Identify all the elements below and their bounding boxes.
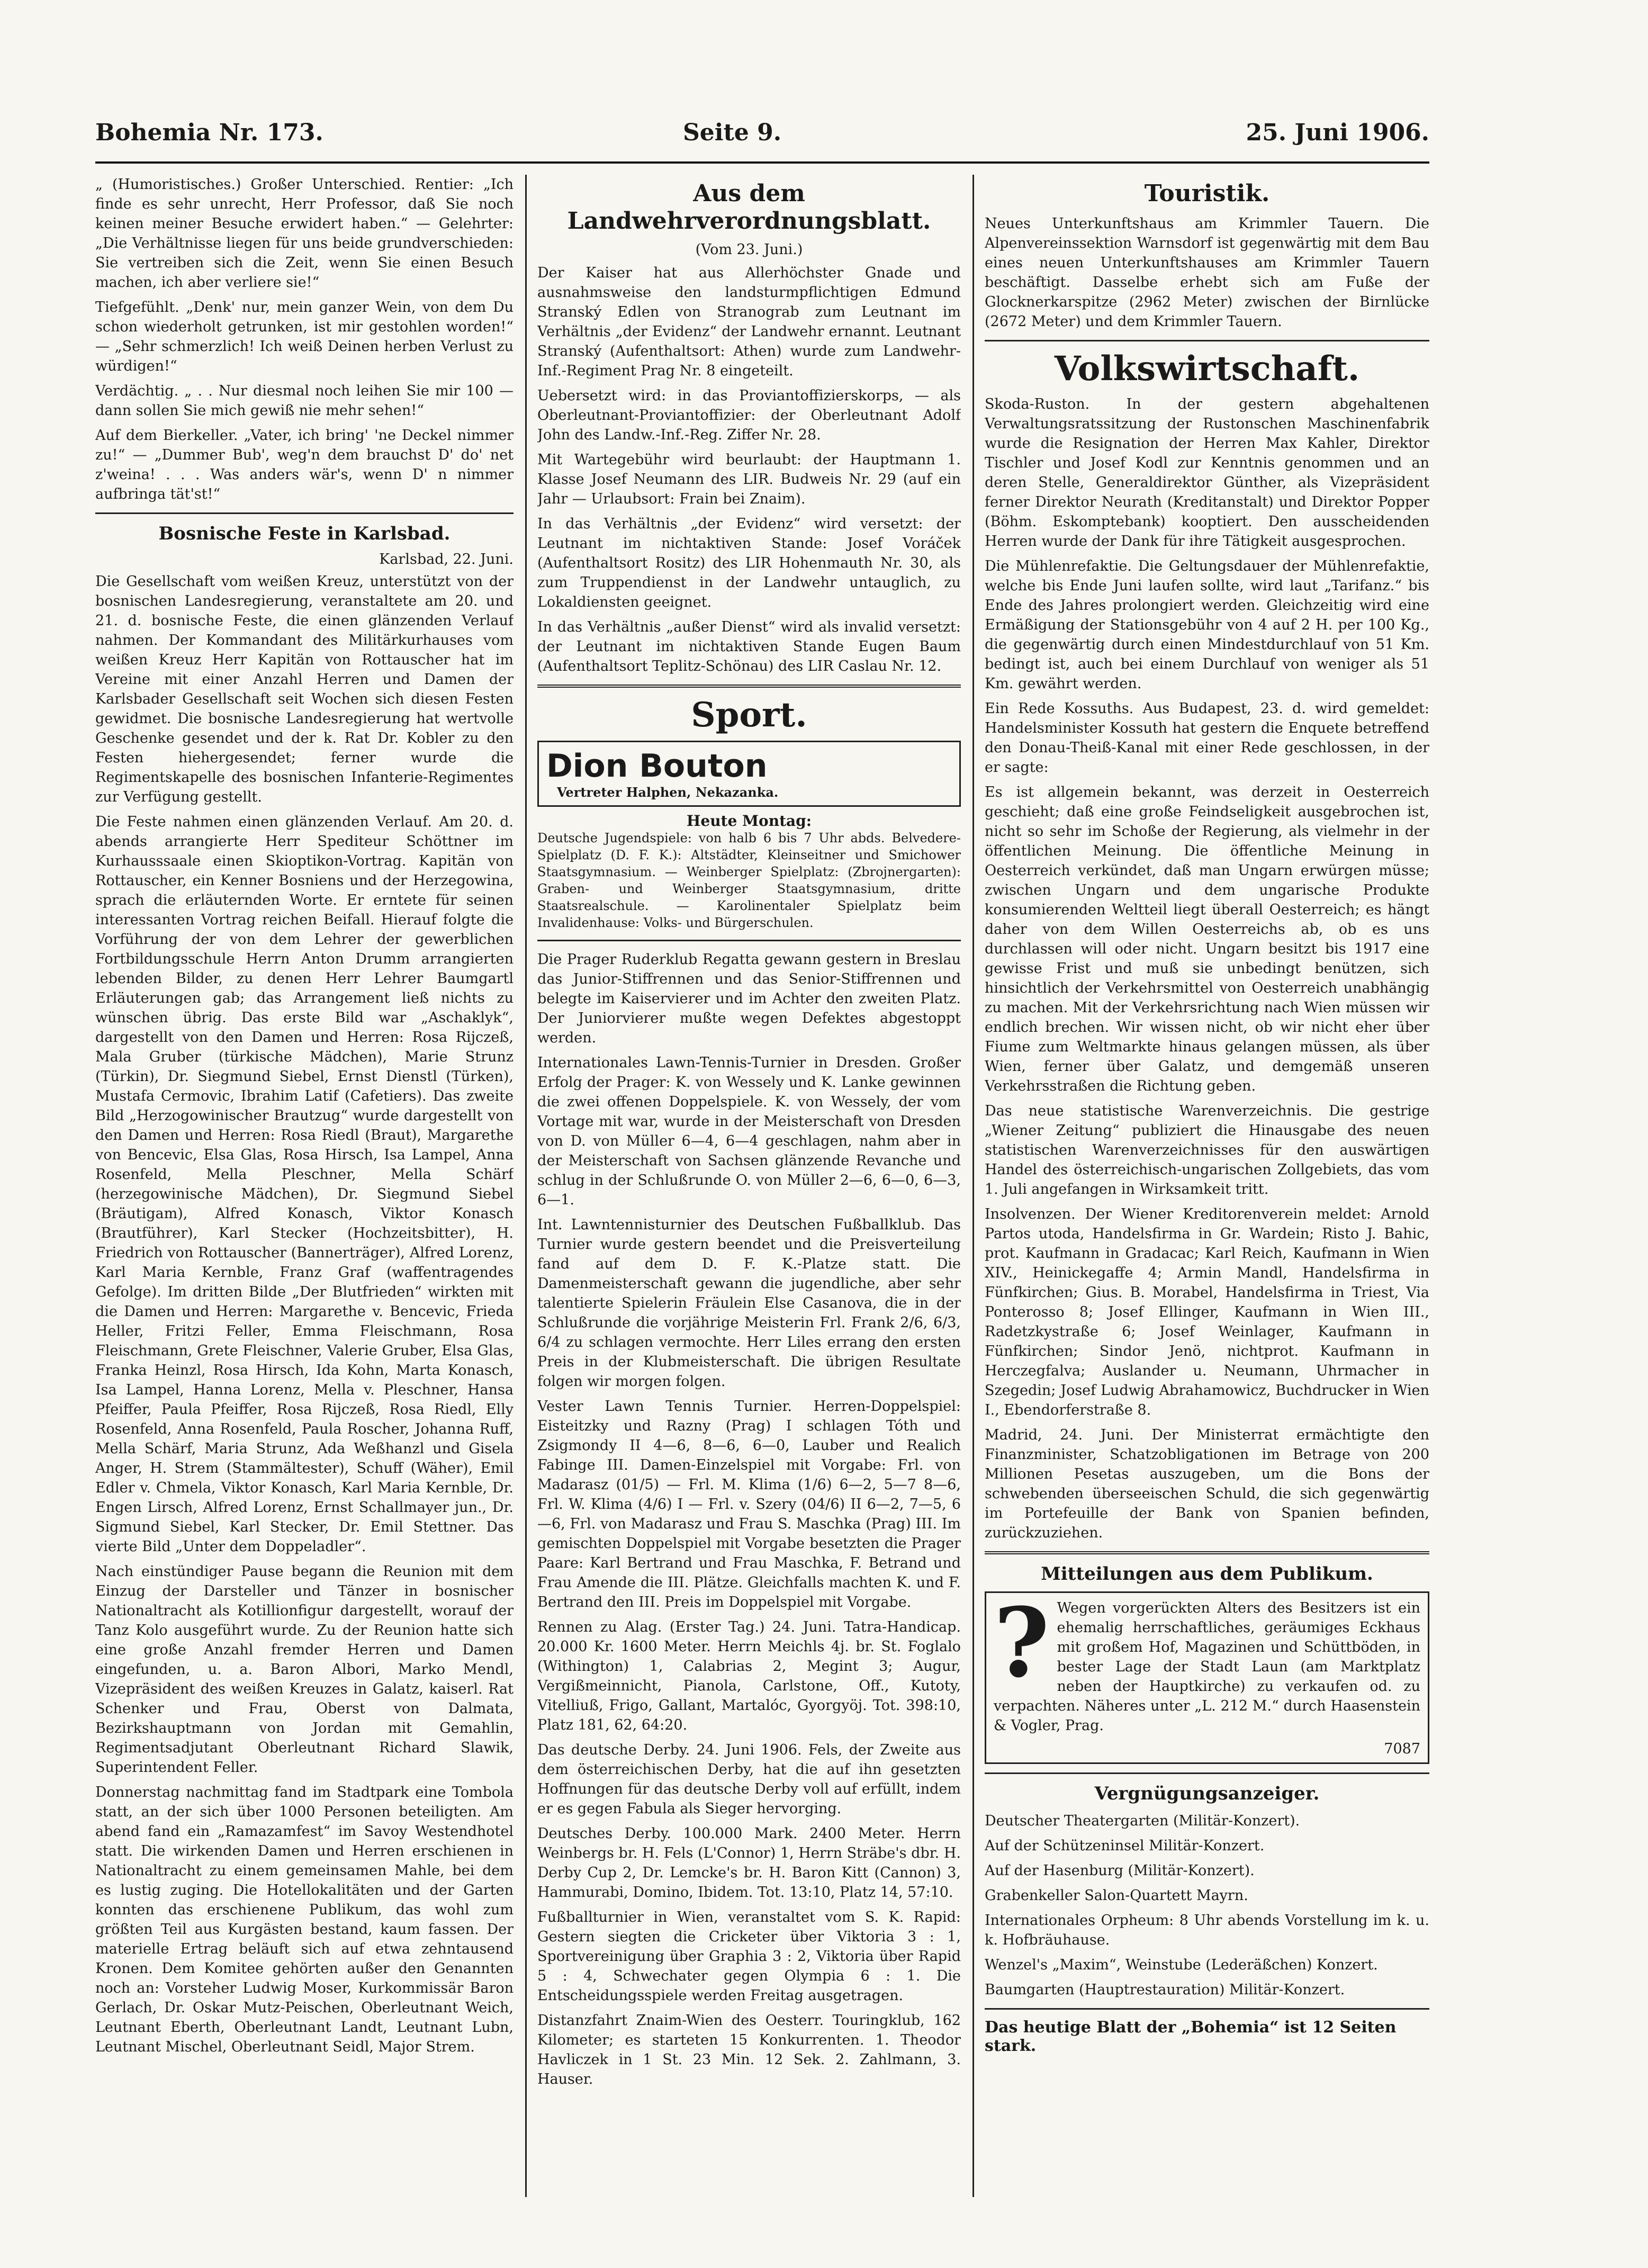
article-paragraph: Ein Rede Kossuths. Aus Budapest, 23. d. wird gemeldet: Handelsminister Kossuth hat gestern die Enquete betreffend den Donau-Theiß-Kanal mit einer Rede geschlossen, in der er sagte: (985, 700, 1429, 776)
sport-paragraph: Vester Lawn Tennis Turnier. Herren-Doppelspiel: Eisteitzky und Razny (Prag) I schlagen Tóth und Zsigmondy II 4—6, 8—6, 6—0, Lauber und Realich Fabinge III. Damen-Einzelspiel mit Vorgabe: Frl. von Madarasz (01/5) — Frl. M. Klima (1/6) 6—2, 5—7 8—6, Frl. W. Klima (4/6) I — Frl. v. Szery (04/6) II 6—2, 7—5, 6—6, Frl. von Madarasz und Frau S. Maschka (Prag) III. Im gemischten Doppelspiel mit Vorgabe besetzten die Prager Paare: Karl Bertrand und Frau Maschka, F. Betrand und Frau Amende die III. Plätze. Gleichfalls machten K. und F. Bertrand den III. Preis im Doppelspiel mit Vorgabe. (537, 1398, 961, 1610)
question-mark-icon: ? (994, 1587, 1050, 1699)
article-paragraph: Das neue statistische Warenverzeichnis. Die gestrige „Wiener Zeitung“ publiziert die Hinausgabe des neuen statistischen Warenverzeichnisses für den auswärtigen Handel des österreichisch-ungarischen Zollgebiets, das vom 1. Juli angefangen in Wirksamkeit tritt. (985, 1103, 1429, 1198)
column-divider (525, 175, 527, 2197)
schedule-text: Deutsche Jugendspiele: von halb 6 bis 7 Uhr abds. Belvedere-Spielplatz (D. F. K.): Altstädter, Kleinseitner und Smichower Staatsgymnasium. — Weinberger Spielplatz: (Zbrojnergarten): Graben- und Weinberger Staatsgymnasium, dritte Staatsrealschule. — Karolinentaler Spielplatz beim Invalidenhause: Volks- und Bürgerschulen. (537, 831, 961, 930)
section-title: Volkswirtschaft. (1054, 349, 1360, 389)
article-paragraph: Madrid, 24. Juni. Der Ministerrat ermächtigte den Finanzminister, Schatzobligationen im Betrage von 200 Millionen Pesetas auszugeben, um die Bons der schwebenden überseeischen Schuld, die sich gegenwärtig im Portefeuille der Bank von Spanien befinden, zurückzuziehen. (985, 1427, 1429, 1541)
humor-item: „ (Humoristisches.) Großer Unterschied. Rentier: „Ich finde es sehr unrecht, Herr Professor, daß Sie noch keinen meiner Besuche erwidert haben.“ — Gelehrter: „Die Verhältnisse liegen für uns beide grundverschieden: Sie vertreiben sich die Zeit, wenn Sie einen Besuch machen, ich aber verliere sie!“ (95, 176, 514, 291)
section-rule (985, 2008, 1429, 2010)
column-divider (972, 175, 974, 2197)
page-count-note: Das heutige Blatt der „Bohemia“ ist 12 Seiten stark. (985, 2018, 1397, 2055)
section-title: Touristik. (1144, 180, 1270, 207)
article-paragraph: Es ist allgemein bekannt, was derzeit in Oesterreich geschieht; daß eine große Feindseligkeit ausgebrochen ist, nicht so sehr im Schoße der Regierung, als vielmehr in der öffentlichen Meinung. Die öffentliche Meinung in Oesterreich verkündet, daß man Ungarn erwürgen müsse; zwischen Ungarn und dem ungarische Produkte konsumierenden Weltteil liegt überall Oesterreich; es hängt daher von dem Willen Oesterreichs ab, ob es uns durchlassen will oder nicht. Ungarn besitzt bis 1917 eine gewisse Frist und muß sie unbedingt benützen, sich hinsichtlich der Verkehrsmittel von Oesterreich unabhängig zu machen. Mit der Verkehrsrichtung nach Wien müssen wir endlich brechen. Wir wissen nicht, ob wir nicht eher über Fiume zum Weltmarkte hinaus gelangen müssen, als über Wien, ferner über Galatz, und demgemäß unseren Verkehrsstraßen die Richtung geben. (985, 784, 1429, 1094)
list-item: Auf der Hasenburg (Militär-Konzert). (985, 1862, 1255, 1879)
section-rule (537, 685, 961, 688)
ad-title: Dion Bouton (546, 748, 768, 785)
article-paragraph: In das Verhältnis „außer Dienst“ wird als invalid versetzt: der Leutnant im nichtaktiven Stande Eugen Baum (Aufenthaltsort Teplitz-Schönau) des LIR Caslau Nr. 12. (537, 619, 961, 674)
ad-number: 7087 (1384, 1741, 1420, 1757)
section-rule (985, 340, 1429, 341)
classified-ad (985, 1587, 1429, 1764)
list-item: Grabenkeller Salon-Quartett Mayrn. (985, 1887, 1248, 1904)
list-item: Auf der Schützeninsel Militär-Konzert. (985, 1838, 1265, 1854)
list-item: Baumgarten (Hauptrestauration) Militär-Konzert. (985, 1982, 1345, 1998)
article-paragraph: Die Gesellschaft vom weißen Kreuz, unterstützt von der bosnischen Landesregierung, veranstaltete am 20. und 21. d. bosnische Feste, die einen glänzenden Verlauf nahmen. Der Kommandant des Militärkurhauses vom weißen Kreuz Herr Kapitän von Rottauscher hat im Vereine mit einer Anzahl Herren und Damen der Karlsbader Gesellschaft seit Wochen sich diesen Festen gewidmet. Die bosnische Landesregierung hat wertvolle Geschenke gesendet und der k. Rat Dr. Kobler zu den Festen hiehergesendet; ferner wurde die Regimentskapelle des bosnischen Infanterie-Regimentes zur Verfügung gestellt. (95, 573, 514, 805)
section-title: Vergnügungsanzeiger. (1094, 1783, 1320, 1804)
humor-item: Tiefgefühlt. „Denk' nur, mein ganzer Wein, von dem Du schon wiederholt getrunken, ist mir gestohlen worden!“ — „Sehr schmerzlich! Ich weiß Deinen herben Verlust zu würdigen!“ (95, 299, 514, 374)
newspaper-page (95, 95, 1429, 2197)
column-left (95, 175, 514, 2197)
sport-paragraph: Deutsches Derby. 100.000 Mark. 2400 Meter. Herrn Weinbergs br. H. Fels (L'Connor) 1, Herrn Sträbe's dbr. H. Derby Cup 2, Dr. Lemcke's br. H. Baron Kitt (Cannon) 3, Hammurabi, Domino, Ibidem. Tot. 13:10, Platz 14, 57:10. (537, 1825, 961, 1901)
article-paragraph: Donnerstag nachmittag fand im Stadtpark eine Tombola statt, an der sich über 1000 Personen beteiligten. Am abend fand ein „Ramazamfest“ im Savoy Westendhotel statt. Die wirkenden Damen und Herren erschienen in Nationaltracht zu einem gemeinsamen Mahle, bei dem es lustig zuging. Die Hotellokalitäten und der Garten konnten das erschienene Publikum, das wohl zum größten Teil aus Kurgästen bestand, kaum fassen. Der materielle Ertrag beläuft sich auf etwa zehntausend Kronen. Dem Komitee gehörten außer den Genannten noch an: Vorsteher Ludwig Moser, Kurkommissär Baron Gerlach, Dr. Oskar Mutz-Peischen, Oberleutnant Weich, Leutnant Eberth, Oberleutnant Landt, Leutnant Lubn, Leutnant Mischel, Oberleutnant Seidl, Major Strem. (95, 1784, 514, 2055)
page-number: Seite 9. (683, 119, 782, 146)
article-paragraph: Die Feste nahmen einen glänzenden Verlauf. Am 20. d. abends arrangierte Herr Spediteur Schöttner im Kurhausssaale einen Skioptikon-Vortrag. Kapitän von Rottauscher, ein Kenner Bosniens und der Herzegowina, sprach die erläuternden Worte. Er erntete für seinen interessanten Vortrag reichen Beifall. Hierauf folgte die Vorführung der von dem Lehrer der gewerblichen Fortbildungsschule Herrn Anton Drumm arrangierten lebenden Bilder, zu denen Herr Lehrer Baumgartl Erläuterungen gab; das Arrangement ließ nichts zu wünschen übrig. Das erste Bild war „Aschaklyk“, dargestellt von den Damen und Herren: Rosa Rijczeß, Mala Gruber (türkische Mädchen), Marie Strunz (Türkin), Dr. Siegmund Siebel, Ernst Dienstl (Türken), Mustafa Cermovic, Ibrahim Latif (Cafetiers). Das zweite Bild „Herzogowinischer Brautzug“ wurde dargestellt von den Damen und Herren: Rosa Riedl (Braut), Margarethe von Bencevic, Elsa Glas, Rosa Hirsch, Isa Lampel, Anna Rosenfeld, Mella Pleschner, Mella Schärf (herzegowinische Mädchen), Dr. Siegmund Siebel (Bräutigam), Alfred Konasch, Viktor Konasch (Brautführer), Karl Stecker (Hochzeitsbitter), H. Friedrich von Rottauscher (Bannerträger), Alfred Lorenz, Karl Maria Kernble, Franz Graf (waffentragendes Gefolge). Im dritten Bilde „Der Blutfrieden“ wirkten mit die Damen und Herren: Margarethe v. Bencevic, Frieda Heller, Fritzi Feller, Emma Fleischmann, Rosa Fleischmann, Grete Fleischner, Valerie Gruber, Elsa Glas, Franka Heinzl, Rosa Hirsch, Ida Kohn, Marta Konasch, Isa Lampel, Hanna Lorenz, Mella v. Pleschner, Hansa Pfeiffer, Paula Pfeiffer, Rosa Rijczeß, Rosa Riedl, Elly Rosenfeld, Anna Rosenfeld, Paula Roscher, Johanna Ruff, Mella Schärf, Maria Strunz, Ada Weßhanzl und Gisela Anger, H. Strem (Stammältester), Schuff (Wäher), Emil Edler v. Chmela, Viktor Konasch, Karl Maria Kernble, Dr. Engen Lirsch, Alfred Lorenz, Ernst Schallmayer jun., Dr. Sigmund Siebel, Karl Stecker, Dr. Emil Stettner. Das vierte Bild „Unter dem Doppeladler“. (95, 814, 514, 1555)
page-header (95, 119, 1429, 161)
article-subtitle: (Vom 23. Juni.) (695, 241, 803, 258)
header-rule (95, 161, 1429, 164)
sport-paragraph: Das deutsche Derby. 24. Juni 1906. Fels, der Zweite aus dem österreichischen Derby, hat die auf ihn gesetzten Hoffnungen für das deutsche Derby voll auf erfüllt, indem er es gegen Fabula als Sieger hervorging. (537, 1742, 961, 1817)
list-item: Wenzel's „Maxim“, Weinstube (Lederäßchen) Konzert. (985, 1957, 1378, 1973)
sport-paragraph: Rennen zu Alag. (Erster Tag.) 24. Juni. Tatra-Handicap. 20.000 Kr. 1600 Meter. Herrn Meichls 4j. br. St. Foglalo (Withington) 1, Calabrias 2, Megint 3; Augur, Vergißmeinnicht, Pianola, Carlstone, Off., Kutoty, Vitelliuß, Frigo, Gallant, Martalóc, Gyorgyöj. Tot. 398:10, Platz 181, 62, 64:20. (537, 1619, 961, 1733)
sport-paragraph: Die Prager Ruderklub Regatta gewann gestern in Breslau das Junior-Stiffrennen und das Senior-Stiffrennen und belegte im Kaiservierer und im Achter den zweiten Platz. Der Juniorvierer mußte wegen Defektes abgestoppt werden. (537, 951, 961, 1046)
ad-note: Vertreter Halphen, Nekazanka. (557, 785, 779, 800)
article-paragraph: Uebersetzt wird: in das Proviantoffizierskorps, — als Oberleutnant-Proviantoffizier: der Oberleutnant Adolf John des Landw.-Inf.-Reg. Ziffer Nr. 28. (537, 388, 961, 443)
list-item: Deutscher Theatergarten (Militär-Konzert). (985, 1813, 1300, 1829)
sport-paragraph: Internationales Lawn-Tennis-Turnier in Dresden. Großer Erfolg der Prager: K. von Wessely und K. Lanke gewinnen die zwei offenen Doppelspiele. K. von Wessely, der vom Vortage mit war, wurde in der Meisterschaft von Dresden von D. von Müller 6—4, 6—4 geschlagen, nahm aber in der Meisterschaft von Sachsen glänzende Revanche und schlug in der Schlußrunde O. von Müller 2—6, 6—0, 6—3, 6—1. (537, 1055, 961, 1208)
issue-date: 25. Juni 1906. (1246, 119, 1429, 146)
article-title: Aus dem Landwehrverordnungsblatt. (567, 180, 931, 235)
section-rule (537, 940, 961, 941)
humor-item: Auf dem Bierkeller. „Vater, ich bring' 'ne Deckel nimmer zu!“ — „Dummer Bub', weg'n dem brauchst D' do' net z'weina! . . . Was anders wär's, wenn D' n nimmer aufbringa tät'st!“ (95, 427, 514, 502)
sport-paragraph: Int. Lawntennisturnier des Deutschen Fußballklub. Das Turnier wurde gestern beendet und die Preisverteilung fand auf dem D. F. K.-Platze statt. Die Damenmeisterschaft gewann die jugendliche, aber sehr talentierte Spielerin Fräulein Else Casanova, die in der Schlußrunde die vorjährige Meisterin Frl. Frank 2/6, 6/3, 6/4 zu schlagen vermochte. Herr Liles errang den ersten Preis in der Klubmeisterschaft. Die übrigen Resultate folgen wir morgen folgen. (537, 1217, 961, 1390)
article-paragraph: Mit Wartegebühr wird beurlaubt: der Hauptmann 1. Klasse Josef Neumann des LIR. Budweis Nr. 29 (auf ein Jahr — Urlaubsort: Frain bei Znaim). (537, 452, 961, 507)
classified-text: Wegen vorgerückten Alters des Besitzers ist ein ehemalig herrschaftliches, geräumiges Eckhaus mit großem Hof, Magazinen und Schüttböden, in bester Lage der Stadt Laun (am Marktplatz neben der Hauptkirche) zu verkaufen od. zu verpachten. Näheres unter „L. 212 M.“ durch Haasenstein & Vogler, Prag. (994, 1600, 1420, 1734)
article-paragraph: Der Kaiser hat aus Allerhöchster Gnade und ausnahmsweise den landsturmpflichtigen Edmund Stranský Edlen von Stranograb zum Leutnant im Verhältnis „der Evidenz“ der Landwehr ernannt. Leutnant Stranský (Aufenthaltsort: Athen) wurde zum Landwehr-Inf.-Regiment Prag Nr. 8 eingeteilt. (537, 265, 961, 379)
schedule-title: Heute Montag: (686, 812, 812, 830)
masthead-issue: Bohemia Nr. 173. (95, 119, 323, 146)
article-paragraph: Nach einstündiger Pause begann die Reunion mit dem Einzug der Darsteller und Tänzer in bosnischer Nationaltracht als Kotillionfigur dargestellt, worauf der Tanz Kolo ausgeführt wurde. Zu der Reunion hatte sich eine große Anzahl fremder Herren und Damen eingefunden, u. a. Baron Albori, Marko Mendl, Vizepräsident des weißen Kreuzes in Galatz, kaiserl. Rat Schenker und Frau, Oberst von Dalmata, Bezirkshauptmann von Jordan mit Gemahlin, Regimentsadjutant Oberleutnant Richard Slawik, Superintendent Feller. (95, 1563, 514, 1776)
sport-paragraph: Fußballturnier in Wien, veranstaltet vom S. K. Rapid: Gestern siegten die Cricketer über Viktoria 3 : 1, Sportvereinigung über Graphia 3 : 2, Viktoria über Rapid 5 : 4, Schwechater gegen Olympia 6 : 1. Die Entscheidungsspiele werden Freitag ausgetragen. (537, 1909, 961, 2004)
article-paragraph: Insolvenzen. Der Wiener Kreditorenverein meldet: Arnold Partos utoda, Handelsfirma in Gr. Wardein; Risto J. Bahic, prot. Kaufmann in Gradacac; Karl Reich, Kaufmann in Wien XIV., Heinickegaffe 4; Armin Mandl, Handelsfirma in Fünfkirchen; Gius. B. Morabel, Handelsfirma in Triest, Via Ponterosso 8; Josef Ellinger, Kaufmann in Wien III., Radetzkystraße 6; Josef Weinlager, Kaufmann in Fünfkirchen; Sindor Jenö, nichtprot. Kaufmann in Herczegfalva; Auslander u. Neumann, Uhrmacher in Szegedin; Josef Ludwig Abrahamowicz, Buchdrucker in Wien I., Ebendorferstraße 8. (985, 1206, 1429, 1418)
article-paragraph: Neues Unterkunftshaus am Krimmler Tauern. Die Alpenvereinssektion Warnsdorf ist gegenwärtig mit dem Bau eines neuen Unterkunftshauses am Krimmler Tauern beschäftigt. Dasselbe erhebt sich am Fuße der Glocknerkarspitze (2962 Meter) zwischen der Birnlücke (2672 Meter) und dem Krimmler Tauern. (985, 215, 1429, 330)
humor-item: Verdächtig. „ . . Nur diesmal noch leihen Sie mir 100 — dann sollen Sie mich gewiß nie mehr sehen!“ (95, 383, 514, 419)
section-rule (985, 1551, 1429, 1554)
article-dateline: Karlsbad, 22. Juni. (379, 551, 514, 568)
list-item: Internationales Orpheum: 8 Uhr abends Vorstellung im k. u. k. Hofbräuhause. (985, 1912, 1429, 1948)
section-rule (95, 512, 514, 514)
column-right (985, 175, 1429, 2197)
section-title: Mitteilungen aus dem Publikum. (1041, 1563, 1373, 1585)
column-middle (537, 175, 961, 2197)
article-paragraph: Die Mühlenrefaktie. Die Geltungsdauer der Mühlenrefaktie, welche bis Ende Juni laufen sollte, wird laut „Tarifanz.“ bis Ende des Jahres prolongiert werden. Gleichzeitig wird eine Ermäßigung der Stationsgebühr von 4 auf 2 H. per 100 Kg., die gegenwärtig durch einen Mindestdurchlauf von 51 Km. bedingt ist, auch bei einem Durchlauf von weniger als 51 Km. gewährt werden. (985, 558, 1429, 692)
sport-paragraph: Distanzfahrt Znaim-Wien des Oesterr. Touringklub, 162 Kilometer; es starteten 15 Konkurrenten. 1. Theodor Havliczek in 1 St. 23 Min. 12 Sek. 2. Zahlmann, 3. Hauser. (537, 2012, 961, 2087)
article-paragraph: In das Verhältnis „der Evidenz“ wird versetzt: der Leutnant im nichtaktiven Stande: Josef Voráček (Aufenthaltsort Rositz) des LIR Hohenmauth Nr. 30, als zum Truppendienst in der Landwehr untauglich, zu Lokaldiensten geeignet. (537, 516, 961, 610)
article-paragraph: Skoda-Ruston. In der gestern abgehaltenen Verwaltungsratssitzung der Rustonschen Maschinenfabrik wurde die Resignation der Herren Max Kahler, Direktor Tischler und Josef Kodl zur Kenntnis genommen und an deren Stelle, Generaldirektor Günther, als Vizepräsident ferner Direktor Neurath (Kreditanstalt) und Direktor Popper (Böhm. Eskomptebank) kooptiert. Den ausscheidenden Herren wurde der Dank für ihre Tätigkeit ausgesprochen. (985, 396, 1429, 550)
article-title: Bosnische Feste in Karlsbad. (158, 523, 451, 544)
section-title: Sport. (691, 695, 807, 735)
advertisement (537, 741, 961, 807)
section-rule (985, 1772, 1429, 1774)
